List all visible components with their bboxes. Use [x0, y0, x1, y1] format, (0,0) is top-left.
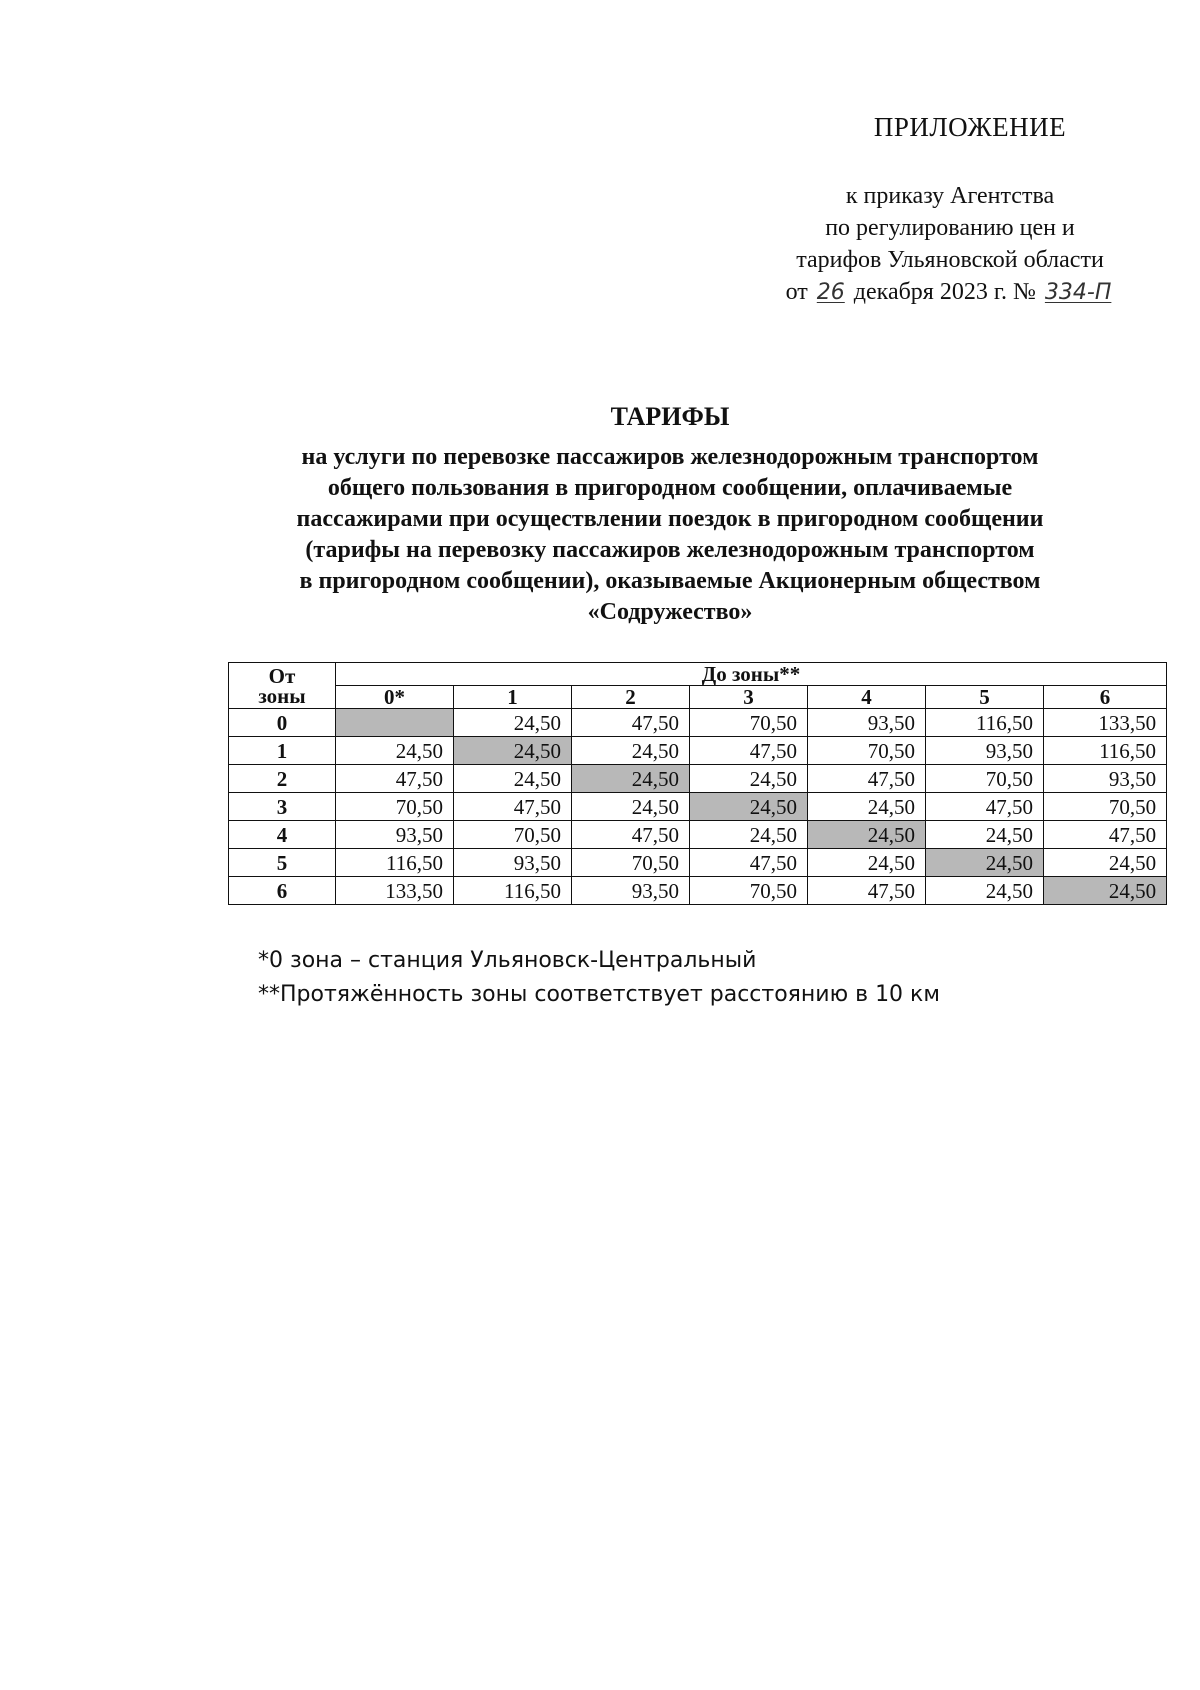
row-header-zone: 0 — [229, 709, 336, 737]
tariff-cell: 24,50 — [572, 737, 690, 765]
subtitle-line: на услуги по перевозке пассажиров железнодорожным транспортом — [301, 444, 1039, 470]
tariff-cell: 24,50 — [454, 765, 572, 793]
tariff-cell-shaded: 24,50 — [1044, 877, 1167, 905]
tariff-cell: 47,50 — [690, 737, 808, 765]
appendix-line-1: к приказу Агентства — [845, 183, 1055, 209]
subtitle-line: пассажирами при осуществлении поездок в пригородном сообщении — [296, 506, 1044, 532]
tariff-cell: 116,50 — [336, 849, 454, 877]
tariff-cell: 133,50 — [336, 877, 454, 905]
handwritten-day: 26 — [816, 280, 845, 305]
tariff-cell: 70,50 — [1044, 793, 1167, 821]
tariff-cell: 47,50 — [808, 877, 926, 905]
from-zone-header — [229, 663, 336, 709]
tariff-cell: 24,50 — [572, 793, 690, 821]
appendix-line-3: тарифов Ульяновской области — [796, 247, 1104, 273]
table-row — [229, 709, 1167, 737]
tariff-cell: 70,50 — [690, 877, 808, 905]
tariff-cell-shaded: 24,50 — [572, 765, 690, 793]
tariff-cell: 24,50 — [454, 709, 572, 737]
tariff-cell: 24,50 — [808, 793, 926, 821]
tariff-cell: 70,50 — [454, 821, 572, 849]
tariff-cell: 47,50 — [1044, 821, 1167, 849]
row-header-zone: 5 — [229, 849, 336, 877]
tariff-cell: 116,50 — [454, 877, 572, 905]
column-header-zone: 3 — [690, 686, 808, 709]
row-header-zone: 4 — [229, 821, 336, 849]
tariff-cell-shaded: 24,50 — [454, 737, 572, 765]
tariff-cell: 24,50 — [926, 877, 1044, 905]
tariff-cell: 133,50 — [1044, 709, 1167, 737]
tariff-cell: 24,50 — [336, 737, 454, 765]
tariff-cell-shaded — [336, 709, 454, 737]
row-header-zone: 1 — [229, 737, 336, 765]
document-title: ТАРИФЫ — [610, 402, 730, 431]
date-prefix: от — [785, 279, 808, 305]
column-header-zone: 0* — [336, 686, 454, 709]
column-header-zone: 5 — [926, 686, 1044, 709]
table-row — [229, 737, 1167, 765]
tariff-cell: 47,50 — [808, 765, 926, 793]
tariff-cell: 116,50 — [1044, 737, 1167, 765]
tariff-cell: 93,50 — [926, 737, 1044, 765]
table-row — [229, 849, 1167, 877]
tariff-cell-shaded: 24,50 — [808, 821, 926, 849]
appendix-date-line — [760, 276, 1140, 309]
from-zone-header-line2: зоны — [258, 683, 306, 708]
appendix-line-2: по регулированию цен и — [825, 215, 1075, 241]
tariff-cell: 24,50 — [1044, 849, 1167, 877]
row-header-zone: 2 — [229, 765, 336, 793]
column-header-zone: 2 — [572, 686, 690, 709]
subtitle-line: (тарифы на перевозку пассажиров железнодорожным транспортом — [305, 537, 1035, 563]
tariff-cell: 70,50 — [690, 709, 808, 737]
tariff-cell: 70,50 — [926, 765, 1044, 793]
tariff-cell-shaded: 24,50 — [926, 849, 1044, 877]
footnote-zone-0: *0 зона – станция Ульяновск-Центральный — [258, 948, 757, 973]
table-body — [229, 709, 1167, 905]
tariff-cell: 24,50 — [926, 821, 1044, 849]
tariff-cell: 47,50 — [336, 765, 454, 793]
tariff-cell: 47,50 — [926, 793, 1044, 821]
to-zone-header: До зоны** — [336, 663, 1167, 686]
table-row — [229, 877, 1167, 905]
tariff-cell: 70,50 — [336, 793, 454, 821]
column-header-row — [229, 686, 1167, 709]
tariff-cell: 93,50 — [336, 821, 454, 849]
appendix-title: ПРИЛОЖЕНИЕ — [873, 112, 1067, 142]
footnotes — [258, 944, 1058, 1012]
tariff-cell: 24,50 — [690, 765, 808, 793]
table-row — [229, 765, 1167, 793]
tariff-cell: 47,50 — [690, 849, 808, 877]
column-header-zone: 1 — [454, 686, 572, 709]
tariff-cell: 93,50 — [454, 849, 572, 877]
subtitle-line: общего пользования в пригородном сообщении, оплачиваемые — [327, 475, 1013, 501]
from-zone-header-line1: От — [268, 663, 296, 688]
subtitle-line: «Содружество» — [587, 599, 753, 625]
handwritten-order-number: 334-П — [1044, 280, 1112, 305]
appendix-reference — [760, 180, 1140, 309]
tariff-cell: 93,50 — [808, 709, 926, 737]
row-header-zone: 6 — [229, 877, 336, 905]
table-row — [229, 793, 1167, 821]
tariff-cell-shaded: 24,50 — [690, 793, 808, 821]
tariff-table — [228, 662, 1167, 905]
tariff-cell: 24,50 — [690, 821, 808, 849]
tariff-cell: 47,50 — [572, 709, 690, 737]
document-subtitle — [200, 442, 1140, 628]
tariff-cell: 70,50 — [808, 737, 926, 765]
tariff-cell: 93,50 — [572, 877, 690, 905]
tariff-cell: 116,50 — [926, 709, 1044, 737]
column-header-zone: 6 — [1044, 686, 1167, 709]
tariff-cell: 24,50 — [808, 849, 926, 877]
column-header-zone: 4 — [808, 686, 926, 709]
tariff-cell: 47,50 — [572, 821, 690, 849]
table-row — [229, 821, 1167, 849]
tariff-cell: 47,50 — [454, 793, 572, 821]
tariff-cell: 70,50 — [572, 849, 690, 877]
date-rest: декабря 2023 г. № — [853, 279, 1036, 305]
subtitle-line: в пригородном сообщении), оказываемые Акционерным обществом — [299, 568, 1041, 594]
row-header-zone: 3 — [229, 793, 336, 821]
footnote-zone-length: **Протяжённость зоны соответствует расстоянию в 10 км — [258, 982, 940, 1007]
tariff-cell: 93,50 — [1044, 765, 1167, 793]
